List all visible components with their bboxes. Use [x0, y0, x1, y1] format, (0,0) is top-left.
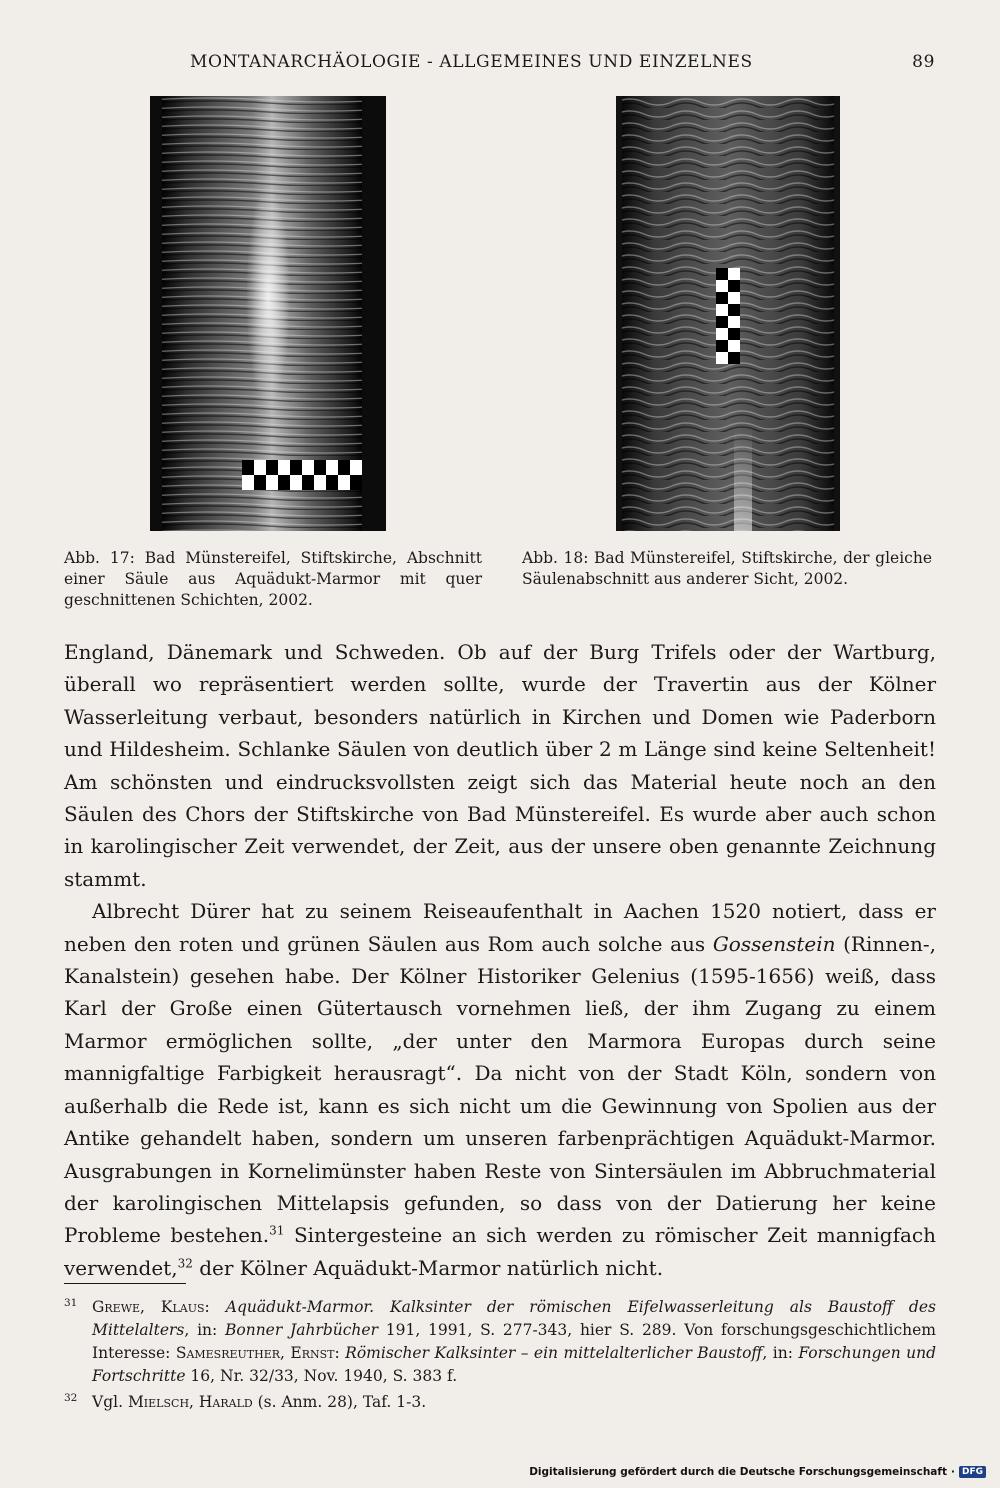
footnote-31-text-4: 16, Nr. 32/33, Nov. 1940, S. 383 f.: [185, 1367, 458, 1385]
figure-18-caption: Abb. 18: Bad Münstereifel, Stiftskirche, der gleiche Säulenabschnitt aus anderer Sicht, 2002.: [522, 549, 932, 588]
paragraph-1: England, Dänemark und Schweden. Ob auf der Burg Trifels oder der Wartburg, überall wo repräsentiert werden sollte, wurde der Travertin aus der Kölner Wasserleitung verbaut, besonders natürlich in Kirchen und Domen wie Paderborn und Hildesheim. Schlanke Säulen von deutlich über 2 m Länge sind keine Seltenheit! Am schönsten und eindrucksvollsten zeigt sich das Material heute noch an den Säulen des Chors der Stiftskirche von Bad Münstereifel. Es wurde aber auch schon in karolingischer Zeit verwendet, der Zeit, aus der unsere oben genannte Zeichnung stammt.: [64, 640, 936, 891]
figure-18-photo: [616, 96, 840, 531]
figure-17-caption: Abb. 17: Bad Münstereifel, Stiftskirche, Abschnitt einer Säule aus Aquädukt-Marmor mit quer geschnittenen Schichten, 2002.: [64, 549, 482, 609]
footnote-31-text-2: 191, 1991, S. 277-343, hier S. 289. Von forschungsgeschichtlichem Interesse:: [92, 1321, 936, 1362]
footnote-ref-31[interactable]: 31: [269, 1223, 285, 1238]
scale-bar: [716, 268, 740, 364]
credit-separator: ·: [950, 1466, 955, 1478]
footnote-31-number: 31: [64, 1297, 78, 1309]
paragraph-2-part-b: (Rinnen-, Kanalstein) gesehen habe. Der Kölner Historiker Gelenius (1595-1656) weiß, dass Karl der Große einen Gütertausch vornehmen ließ, der ihm Zugang zu einem Marmor ermöglichen sollte, „der unter den Marmora Europas durch seine mannigfaltige Farbigkeit herausragt“. Da nicht von der Stadt Köln, sondern von außerhalb die Rede ist, kann es sich nicht um die Gewinnung von Spolien aus der Antike gehandelt haben, sondern um unseren farbenprächtigen Aquädukt-Marmor. Ausgrabungen in Kornelimünster haben Reste von Sintersäulen im Abbruchmaterial der karolingischen Mittelapsis gefunden, so dass von der Datierung her keine Probleme bestehen.: [64, 931, 936, 1248]
figure-17-photo: [150, 96, 386, 531]
dfg-logo[interactable]: DFG: [959, 1466, 986, 1478]
footnote-ref-32[interactable]: 32: [177, 1256, 193, 1271]
digitization-credit: [529, 1466, 986, 1478]
footnote-32-author: Mielsch, Harald: [127, 1393, 253, 1411]
paragraph-2-part-a: Albrecht Dürer hat zu seinem Reiseaufenthalt in Aachen 1520 notiert, dass er neben den roten und grünen Säulen aus Rom auch solche aus: [64, 899, 936, 956]
scale-bar: [242, 460, 362, 490]
footnote-31: [64, 1296, 936, 1388]
footnote-32: [64, 1391, 936, 1414]
paragraph-2-part-d: der Kölner Aquädukt-Marmor natürlich nicht.: [192, 1255, 664, 1280]
footnote-32-text: (s. Anm. 28), Taf. 1-3.: [252, 1393, 427, 1411]
footnote-31-title-2: Römischer Kalksinter – ein mittelalterlicher Baustoff: [345, 1344, 763, 1362]
running-title: MONTANARCHÄOLOGIE - ALLGEMEINES UND EINZELNES: [190, 52, 753, 72]
footnote-31-author-2: Samesreuther, Ernst:: [175, 1344, 340, 1362]
credit-text: Digitalisierung gefördert durch die Deutsche Forschungsgemeinschaft: [529, 1466, 947, 1478]
paragraph-2-italic-term: Gossenstein: [712, 931, 836, 956]
paragraph-2-part-c: Sintergesteine an sich werden zu römischer Zeit mannigfach verwendet,: [64, 1223, 937, 1280]
footnote-rule: [64, 1283, 186, 1284]
column-image-18: [616, 96, 840, 531]
main-text: [64, 636, 936, 1284]
footnote-31-text-1: , in:: [184, 1321, 225, 1339]
footnote-32-number: 32: [64, 1392, 78, 1404]
footnotes: [64, 1296, 936, 1417]
running-header: [190, 52, 935, 72]
footnote-31-journal-2: Forschungen und Fortschritte: [92, 1344, 936, 1385]
footnote-31-journal: Bonner Jahrbücher: [224, 1321, 378, 1339]
page-number: 89: [912, 52, 935, 72]
footnote-31-title: Aquädukt-Marmor. Kalksinter der römischen Eifelwasserleitung als Baustoff des Mittelalters: [92, 1298, 936, 1339]
paragraph-2: [64, 895, 936, 1284]
footnote-31-author: Grewe, Klaus:: [92, 1298, 210, 1316]
footnote-31-text-3: , in:: [762, 1344, 799, 1362]
column-image-17: [150, 96, 386, 531]
footnote-32-pre: Vgl.: [92, 1393, 128, 1411]
